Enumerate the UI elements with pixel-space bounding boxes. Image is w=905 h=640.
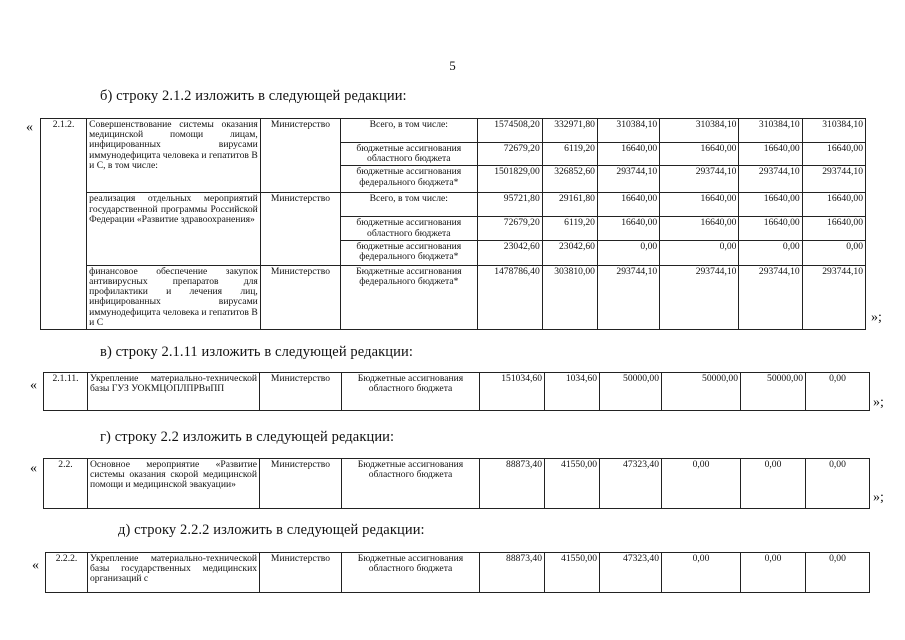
funding-source: Всего, в том числе: xyxy=(341,119,477,143)
value-cell: 72679,20 xyxy=(477,217,542,240)
quote-close-g: »; xyxy=(873,490,884,505)
row-organization: Министерство xyxy=(260,193,340,265)
quote-close-b: »; xyxy=(871,310,882,325)
value-cell: 0,00 xyxy=(806,459,870,509)
value-cell: 6119,20 xyxy=(542,217,597,240)
value-cell: 41550,00 xyxy=(545,553,600,593)
value-cell: 310384,10 xyxy=(660,119,739,143)
value-cell: 0,00 xyxy=(802,240,865,265)
quote-open-v: « xyxy=(30,378,37,393)
table-section-g xyxy=(43,458,870,509)
row-organization: Министерство xyxy=(260,459,342,509)
value-cell: 16640,00 xyxy=(739,143,802,166)
value-cell: 16640,00 xyxy=(739,217,802,240)
funding-source: бюджетные ассигнования областного бюджета xyxy=(341,217,477,240)
funding-source: бюджетные ассигнования федерального бюджета* xyxy=(341,166,477,193)
value-cell: 50000,00 xyxy=(741,373,806,411)
value-cell: 293744,10 xyxy=(739,265,802,329)
value-cell: 326852,60 xyxy=(542,166,597,193)
row-organization: Министерство xyxy=(260,265,340,329)
funding-source: Бюджетные ассигнования областного бюджета xyxy=(342,553,480,593)
value-cell: 310384,10 xyxy=(802,119,865,143)
heading-section-g: г) строку 2.2 изложить в следующей редакции: xyxy=(100,429,395,445)
value-cell: 0,00 xyxy=(662,459,741,509)
funding-source: Бюджетные ассигнования областного бюджета xyxy=(342,373,480,411)
row-code: 2.1.2. xyxy=(41,119,87,330)
funding-source: Всего, в том числе: xyxy=(341,193,477,217)
value-cell: 1501829,00 xyxy=(477,166,542,193)
table-section-d xyxy=(45,552,870,593)
heading-section-v: в) строку 2.1.11 изложить в следующей редакции: xyxy=(100,344,413,360)
table-row xyxy=(41,119,866,143)
value-cell: 332971,80 xyxy=(542,119,597,143)
value-cell: 1034,60 xyxy=(545,373,600,411)
value-cell: 151034,60 xyxy=(480,373,545,411)
value-cell: 16640,00 xyxy=(597,143,659,166)
table-section-b xyxy=(40,118,866,330)
value-cell: 293744,10 xyxy=(660,265,739,329)
row-organization: Министерство xyxy=(260,119,340,193)
quote-close-v: »; xyxy=(873,395,884,410)
quote-open-d: « xyxy=(32,558,39,573)
value-cell: 0,00 xyxy=(660,240,739,265)
value-cell: 0,00 xyxy=(806,553,870,593)
table-row xyxy=(44,373,870,411)
value-cell: 293744,10 xyxy=(802,265,865,329)
heading-section-d: д) строку 2.2.2 изложить в следующей редакции: xyxy=(118,522,425,538)
row-organization: Министерство xyxy=(260,373,342,411)
value-cell: 16640,00 xyxy=(660,193,739,217)
heading-section-b: б) строку 2.1.2 изложить в следующей редакции: xyxy=(100,88,407,104)
value-cell: 16640,00 xyxy=(597,217,659,240)
value-cell: 0,00 xyxy=(597,240,659,265)
value-cell: 0,00 xyxy=(806,373,870,411)
funding-source: Бюджетные ассигнования федерального бюджета* xyxy=(341,265,477,329)
page-number: 5 xyxy=(449,58,456,73)
row-description: Укрепление материально-технической базы государственных медицинских организаций с xyxy=(88,553,260,593)
value-cell: 0,00 xyxy=(741,553,806,593)
row-description: финансовое обеспечение закупок антивирусных препаратов для профилактики и лечения лиц, инфицированных вирусами иммунодефицита человека и гепатитов В и С xyxy=(87,265,261,329)
row-code: 2.1.11. xyxy=(44,373,88,411)
table-section-v xyxy=(43,372,870,411)
value-cell: 47323,40 xyxy=(600,459,662,509)
funding-source: бюджетные ассигнования областного бюджета xyxy=(341,143,477,166)
value-cell: 16640,00 xyxy=(597,193,659,217)
value-cell: 23042,60 xyxy=(477,240,542,265)
value-cell: 0,00 xyxy=(662,553,741,593)
value-cell: 50000,00 xyxy=(600,373,662,411)
value-cell: 293744,10 xyxy=(660,166,739,193)
value-cell: 293744,10 xyxy=(597,265,659,329)
quote-open-g: « xyxy=(30,461,37,476)
funding-source: бюджетные ассигнования федерального бюджета* xyxy=(341,240,477,265)
value-cell: 310384,10 xyxy=(739,119,802,143)
table-row xyxy=(44,459,870,509)
value-cell: 72679,20 xyxy=(477,143,542,166)
value-cell: 303810,00 xyxy=(542,265,597,329)
value-cell: 0,00 xyxy=(741,459,806,509)
value-cell: 6119,20 xyxy=(542,143,597,166)
row-description: Укрепление материально-технической базы ГУЗ УОКМЦОПЛПРВиПП xyxy=(88,373,260,411)
value-cell: 16640,00 xyxy=(802,143,865,166)
table-row xyxy=(41,265,866,329)
value-cell: 88873,40 xyxy=(480,459,545,509)
value-cell: 41550,00 xyxy=(545,459,600,509)
value-cell: 16640,00 xyxy=(802,217,865,240)
table-row xyxy=(46,553,870,593)
value-cell: 16640,00 xyxy=(802,193,865,217)
value-cell: 23042,60 xyxy=(542,240,597,265)
row-description: реализация отдельных мероприятий государственной программы Российской Федерации «Развитие здравоохранения» xyxy=(87,193,261,265)
value-cell: 1574508,20 xyxy=(477,119,542,143)
value-cell: 293744,10 xyxy=(739,166,802,193)
value-cell: 1478786,40 xyxy=(477,265,542,329)
row-organization: Министерство xyxy=(260,553,342,593)
table-row xyxy=(41,193,866,217)
value-cell: 293744,10 xyxy=(802,166,865,193)
value-cell: 95721,80 xyxy=(477,193,542,217)
value-cell: 293744,10 xyxy=(597,166,659,193)
row-code: 2.2.2. xyxy=(46,553,88,593)
value-cell: 16640,00 xyxy=(739,193,802,217)
value-cell: 16640,00 xyxy=(660,143,739,166)
quote-open-b: « xyxy=(26,120,33,135)
value-cell: 310384,10 xyxy=(597,119,659,143)
value-cell: 47323,40 xyxy=(600,553,662,593)
funding-source: Бюджетные ассигнования областного бюджета xyxy=(342,459,480,509)
value-cell: 0,00 xyxy=(739,240,802,265)
row-description: Основное мероприятие «Развитие системы оказания скорой медицинской помощи и медицинской эвакуации» xyxy=(88,459,260,509)
row-description: Совершенствование системы оказания медицинской помощи лицам, инфицированных вирусами иммунодефицита человека и гепатитов В и С, в том числе: xyxy=(87,119,261,193)
value-cell: 88873,40 xyxy=(480,553,545,593)
value-cell: 16640,00 xyxy=(660,217,739,240)
value-cell: 50000,00 xyxy=(662,373,741,411)
value-cell: 29161,80 xyxy=(542,193,597,217)
row-code: 2.2. xyxy=(44,459,88,509)
